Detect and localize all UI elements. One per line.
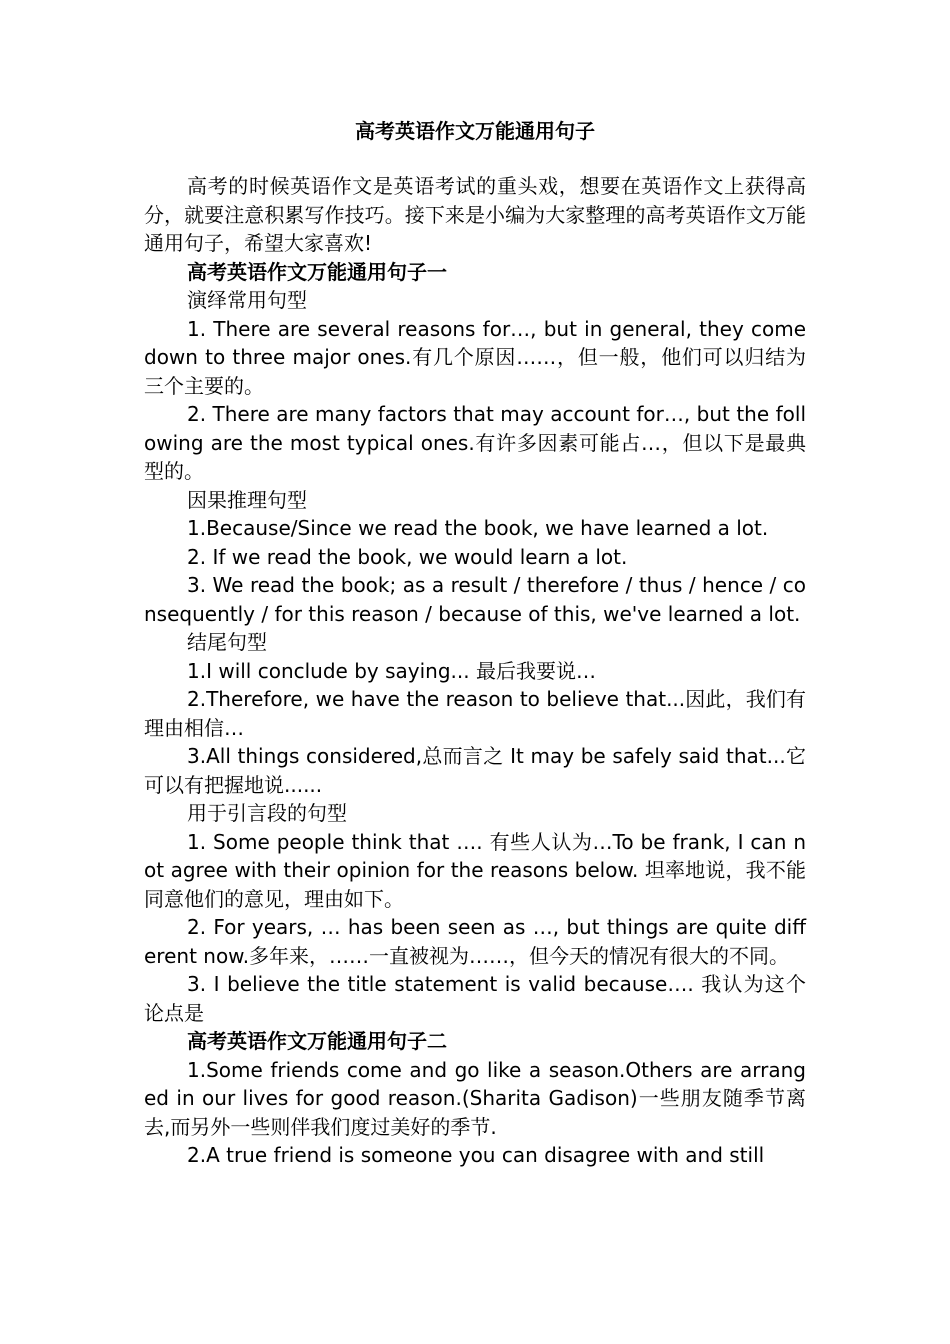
body-paragraph: 1.Some friends come and go like a season.Others are arranged in our lives for good reason.(Sharita Gadison)一些朋友随季节离去,而另外一些则伴我们度过美好的季节. xyxy=(144,1057,806,1139)
body-paragraph: 2. There are many factors that may account for…, but the following are the most typical ones.有许多因素可能占…，但以下是最典型的。 xyxy=(144,402,806,483)
body-paragraph: 2. If we read the book, we would learn a lot. xyxy=(187,544,628,569)
body-paragraph: 3. I believe the title statement is valid because…. 我认为这个论点是 xyxy=(144,972,806,1025)
section-heading: 高考英语作文万能通用句子一 xyxy=(187,259,447,284)
body-paragraph: 2. For years, … has been seen as …, but things are quite different now.多年来，……一直被视为……，但今天的情况有很大的不同。 xyxy=(144,915,806,968)
body-paragraph: 高考的时候英语作文是英语考试的重头戏，想要在英语作文上获得高分，就要注意积累写作技巧。接下来是小编为大家整理的高考英语作文万能通用句子，希望大家喜欢! xyxy=(144,174,806,255)
body-paragraph: 2.A true friend is someone you can disagree with and still xyxy=(187,1143,765,1167)
body-paragraph: 因果推理句型 xyxy=(187,487,307,512)
body-paragraph: 演绎常用句型 xyxy=(187,288,307,312)
document-page xyxy=(144,116,806,1170)
document-title: 高考英语作文万能通用句子 xyxy=(355,119,595,143)
body-paragraph: 用于引言段的句型 xyxy=(187,801,347,825)
document-body xyxy=(144,172,806,1170)
body-paragraph: 1. There are several reasons for…, but in general, they come down to three major ones.有几个原因……，但一般，他们可以归结为三个主要的。 xyxy=(144,316,806,398)
body-paragraph: 1. Some people think that …. 有些人认为…To be frank, I can not agree with their opinion for the reasons below. 坦率地说，我不能同意他们的意见，理由如下。 xyxy=(144,829,806,911)
section-heading: 高考英语作文万能通用句子二 xyxy=(187,1029,447,1053)
body-paragraph: 1.Because/Since we read the book, we have learned a lot. xyxy=(187,516,769,540)
body-paragraph: 1.I will conclude by saying... 最后我要说… xyxy=(187,658,596,683)
body-paragraph: 2.Therefore, we have the reason to believe that...因此，我们有理由相信… xyxy=(144,687,806,740)
body-paragraph: 3. We read the book; as a result / therefore / thus / hence / consequently / for this reason / because of this, we've learned a lot. xyxy=(144,573,806,626)
body-paragraph: 3.All things considered,总而言之 It may be safely said that...它可以有把握地说...... xyxy=(144,744,806,797)
body-paragraph: 结尾句型 xyxy=(187,630,267,654)
